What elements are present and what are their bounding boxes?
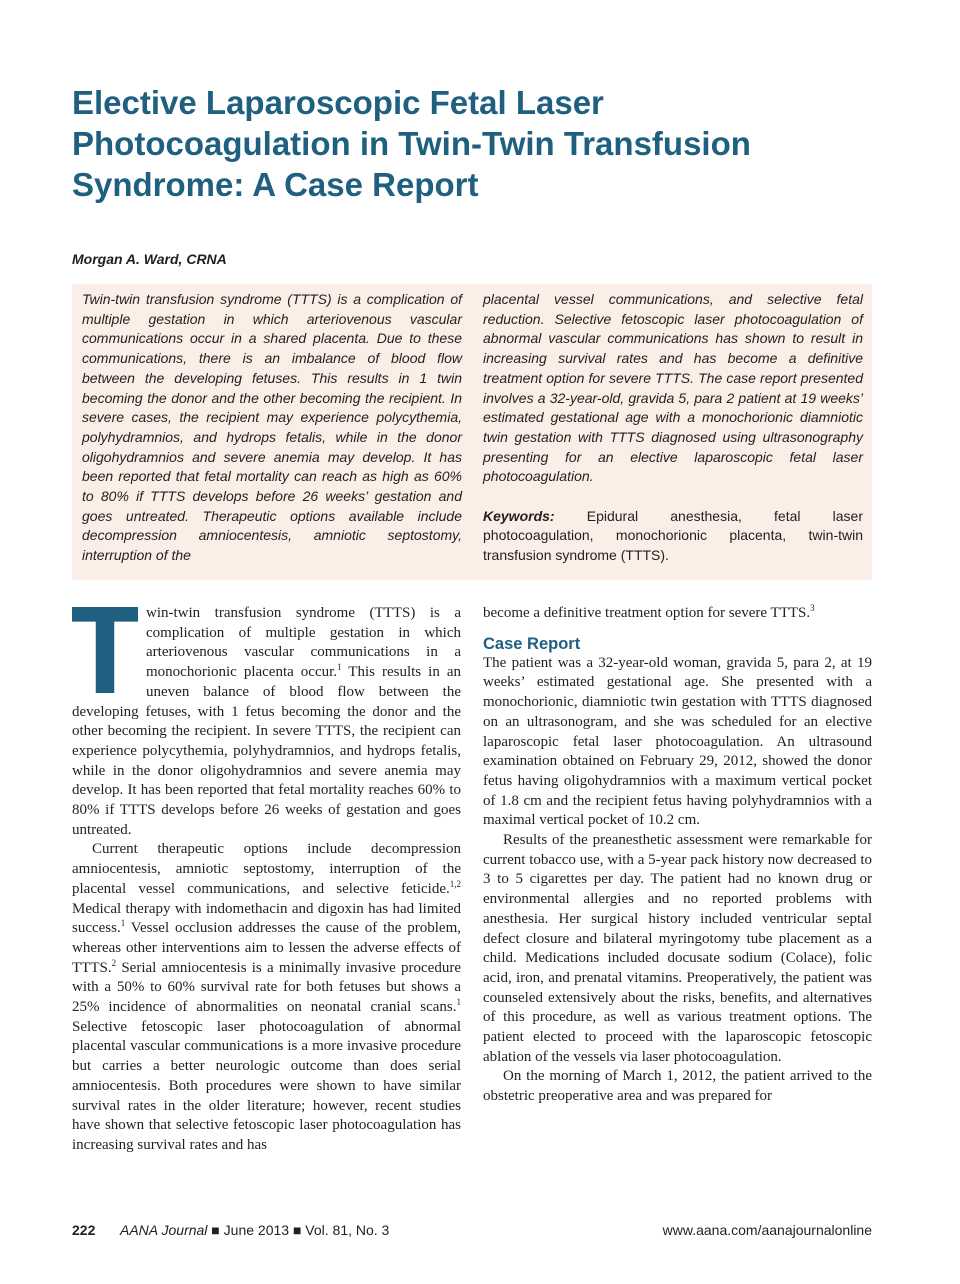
citation: 1 xyxy=(456,997,461,1008)
article-title xyxy=(72,82,872,205)
body-left-column xyxy=(72,604,461,1156)
paragraph-text: Serial amniocentesis is a minimally invasive procedure with a 50% to 60% survival rate for both fetuses but shows a 25% incidence of abnormalities on neonatal cranial scans. xyxy=(72,959,461,1016)
body-paragraph xyxy=(72,840,461,1155)
section-heading-case-report: Case Report xyxy=(483,634,581,653)
keywords-text: Epidural anesthesia, fetal laser photocoagulation, monochorionic placenta, twin-twin transfusion syndrome (TTTS). xyxy=(483,507,863,564)
abstract-text-continued: placental vessel communications, and selective fetal reduction. Selective fetoscopic laser photocoagulation of abnormal vascular communications has shown to result in increasing survival rates and has become a definitive treatment option for severe TTTS. The case report presented involves a 32-year-old, gravida 5, para 2 patient at 19 weeks’ estimated gestational age with a monochorionic diamniotic twin gestation with TTTS diagnosed using ultrasonography presenting for an elective laparoscopic fetal laser photocoagulation. xyxy=(483,291,863,485)
body-paragraph: Results of the preanesthetic assessment were remarkable for current tobacco use, with a 5-year pack history now decreased to 3 to 5 cigarettes per day. The patient had no known drug or environmental allergies and no reported problems with anesthesia. Her surgical history included ventricular septal defect closure and bilateral myringotomy tube placement as a child. Medications included docusate sodium (Colace), folic acid, iron, and prenatal vitamins. Preoperatively, the patient was counseled extensively about the risks, benefits, and alternatives of this procedure, as well as various treatment options. The patient elected to proceed with the laparoscopic fetoscopic ablation of the vessels via laser photocoagulation. xyxy=(483,832,872,1065)
body-right-column xyxy=(483,604,872,1107)
body-paragraph-continued xyxy=(483,604,872,624)
page-number: 222 xyxy=(72,1222,96,1238)
citation: 1 xyxy=(120,918,126,929)
abstract-text: Twin-twin transfusion syndrome (TTTS) is a complication of multiple gestation in which arteriovenous vascular communications occur in a shared placenta. Due to these communications, there is an imbalance of blood flow between the developing fetuses. This results in 1 twin becoming the donor and the other becoming the recipient. In severe cases, the recipient may experience polycythemia, polyhydramnios, and hydrops fetalis, while in the donor oligohydramnios and severe anemia may develop. It has been reported that fetal mortality can reach as high as 60% to 80% if TTTS develops before 26 weeks’ gestation and goes untreated. Therapeutic options available include decompression amniocentesis, amniotic septostomy, interruption of the xyxy=(82,291,462,564)
body-paragraph: On the morning of March 1, 2012, the patient arrived to the obstetric preoperative area and was prepared for xyxy=(483,1068,872,1105)
citation: 1,2 xyxy=(449,878,461,889)
journal-issue: ■ June 2013 ■ Vol. 81, No. 3 xyxy=(207,1222,390,1238)
citation: 2 xyxy=(111,957,117,968)
journal-citation xyxy=(120,1222,389,1238)
body-paragraph: The patient was a 32-year-old woman, gravida 5, para 2, at 19 weeks’ estimated gestational age. She presented with a monochorionic, diamniotic twin gestation with TTTS diagnosed on an ultrasonogram, and she was scheduled for an elective laparoscopic fetal laser photocoagulation. An ultrasound examination obtained on February 29, 2012, showed the donor fetus having oligohydramnios with a maximum vertical pocket of 1.8 cm and the recipient fetus having polyhydramnios with a maximal vertical pocket of 10.2 cm. xyxy=(483,654,872,829)
paragraph-text: Selective fetoscopic laser photocoagulation of abnormal placental vascular communications is a more invasive procedure but carries a better neurologic outcome than does serial amniocentesis. Both procedures were shown to have similar survival rates in the older literature; however, recent studies have shown that selective fetoscopic laser photocoagulation has increasing survival rates and has xyxy=(72,1018,461,1153)
abstract-left-column xyxy=(82,290,462,566)
paragraph-text: Current therapeutic options include decompression amniocentesis, amniotic septostomy, interruption of the placental vessel communications, and selective feticide. xyxy=(72,841,461,897)
paragraph-text: Vessel occlusion addresses the cause of the problem, whereas other interventions aim to lessen the adverse effects of TTTS. xyxy=(72,920,461,976)
abstract-box xyxy=(72,284,872,580)
intro-paragraph xyxy=(72,604,461,840)
drop-cap-letter xyxy=(72,607,138,693)
title-line: Photocoagulation in Twin-Twin Transfusion xyxy=(72,125,751,162)
citation: 3 xyxy=(810,603,815,613)
paragraph-text: become a definitive treatment option for severe TTTS. xyxy=(483,605,811,621)
page-footer xyxy=(72,1222,872,1242)
abstract-right-column xyxy=(483,290,863,566)
author-byline: Morgan A. Ward, CRNA xyxy=(72,251,227,267)
journal-url: www.aana.com/aanajournalonline xyxy=(662,1222,872,1238)
intro-text: This results in an uneven balance of blood flow between the developing fetuses, with 1 fetus becoming the donor and the other becoming the recipient. In severe TTTS, the recipient can experience polycythemia, polyhydramnios, and hydrops fetalis, while in the donor oligohydramnios and severe anemia may develop. It has been reported that fetal mortality reaches 60% to 80% if TTTS develops before 26 weeks of gestation and goes untreated. xyxy=(72,664,461,838)
keywords-label: Keywords: xyxy=(483,507,555,524)
title-line: Syndrome: A Case Report xyxy=(72,166,479,203)
title-line: Elective Laparoscopic Fetal Laser xyxy=(72,84,604,121)
intro-text: win-twin transfusion syndrome (TTTS) is a complication of multiple gestation in which arteriovenous vascular communications in a monochorionic placenta occur. xyxy=(146,605,461,681)
paragraph-text: Medical therapy with indomethacin and digoxin has had limited success. xyxy=(72,900,461,937)
citation: 1 xyxy=(337,662,342,673)
journal-name: AANA Journal xyxy=(120,1222,208,1238)
keywords xyxy=(483,507,863,566)
